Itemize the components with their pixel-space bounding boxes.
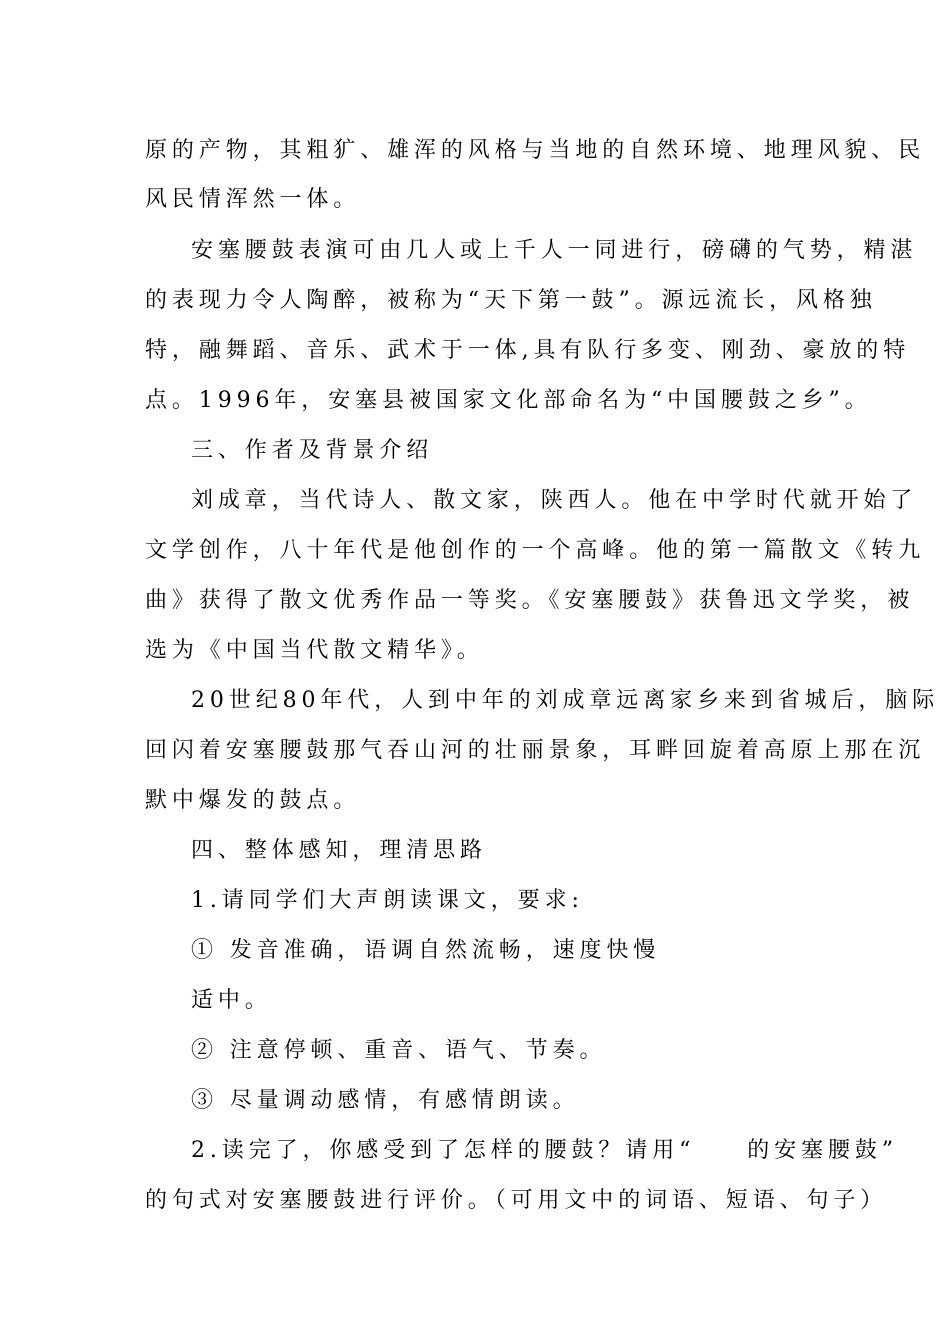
- question-text-part2: 的安塞腰鼓”: [747, 1138, 898, 1163]
- question-line: [191, 1136, 898, 1166]
- paragraph-line: 安塞腰鼓表演可由几人或上千人一同进行，磅礴的气势，精湛: [191, 238, 918, 263]
- paragraph-line: 原的产物，其粗犷、雄浑的风格与当地的自然环境、地理风貌、民: [145, 138, 926, 163]
- section-heading: 四、整体感知，理清思路: [191, 838, 487, 863]
- paragraph-line: 风民情浑然一体。: [145, 187, 361, 212]
- list-item: ② 注意停顿、重音、语气、节奏。: [191, 1038, 607, 1063]
- list-item: 适中。: [191, 988, 272, 1013]
- paragraph-line: 选为《中国当代散文精华》。: [145, 638, 484, 663]
- paragraph-line: 回闪着安塞腰鼓那气吞山河的壮丽景象，耳畔回旋着高原上那在沉: [145, 738, 926, 763]
- paragraph-line: 的表现力令人陶醉，被称为“天下第一鼓”。源远流长，风格独: [145, 288, 877, 313]
- paragraph-line: 刘成章，当代诗人、散文家，陕西人。他在中学时代就开始了: [191, 488, 918, 513]
- list-item: 1.请同学们大声朗读课文，要求:: [191, 888, 584, 913]
- paragraph-line: 特，融舞蹈、音乐、武术于一体,具有队行多变、刚劲、豪放的特: [145, 338, 911, 363]
- paragraph-line: 曲》获得了散文优秀作品一等奖。《安塞腰鼓》获鲁迅文学奖，被: [145, 588, 915, 613]
- list-item: ① 发音准确，语调自然流畅，速度快慢: [191, 938, 661, 963]
- question-text-part1: 2.读完了，你感受到了怎样的腰鼓？请用“: [191, 1138, 696, 1163]
- paragraph-line: 的句式对安塞腰鼓进行评价。（可用文中的词语、短语、句子）: [145, 1188, 888, 1213]
- paragraph-line: 默中爆发的鼓点。: [145, 788, 361, 813]
- paragraph-line: 文学创作，八十年代是他创作的一个高峰。他的第一篇散文《转九: [145, 538, 926, 563]
- list-item: ③ 尽量调动感情，有感情朗读。: [191, 1088, 580, 1113]
- section-heading: 三、作者及背景介绍: [191, 438, 434, 463]
- paragraph-line: 点。1996年，安塞县被国家文化部命名为“中国腰鼓之乡”。: [145, 388, 872, 413]
- paragraph-line: 20世纪80年代，人到中年的刘成章远离家乡来到省城后，脑际: [191, 688, 940, 713]
